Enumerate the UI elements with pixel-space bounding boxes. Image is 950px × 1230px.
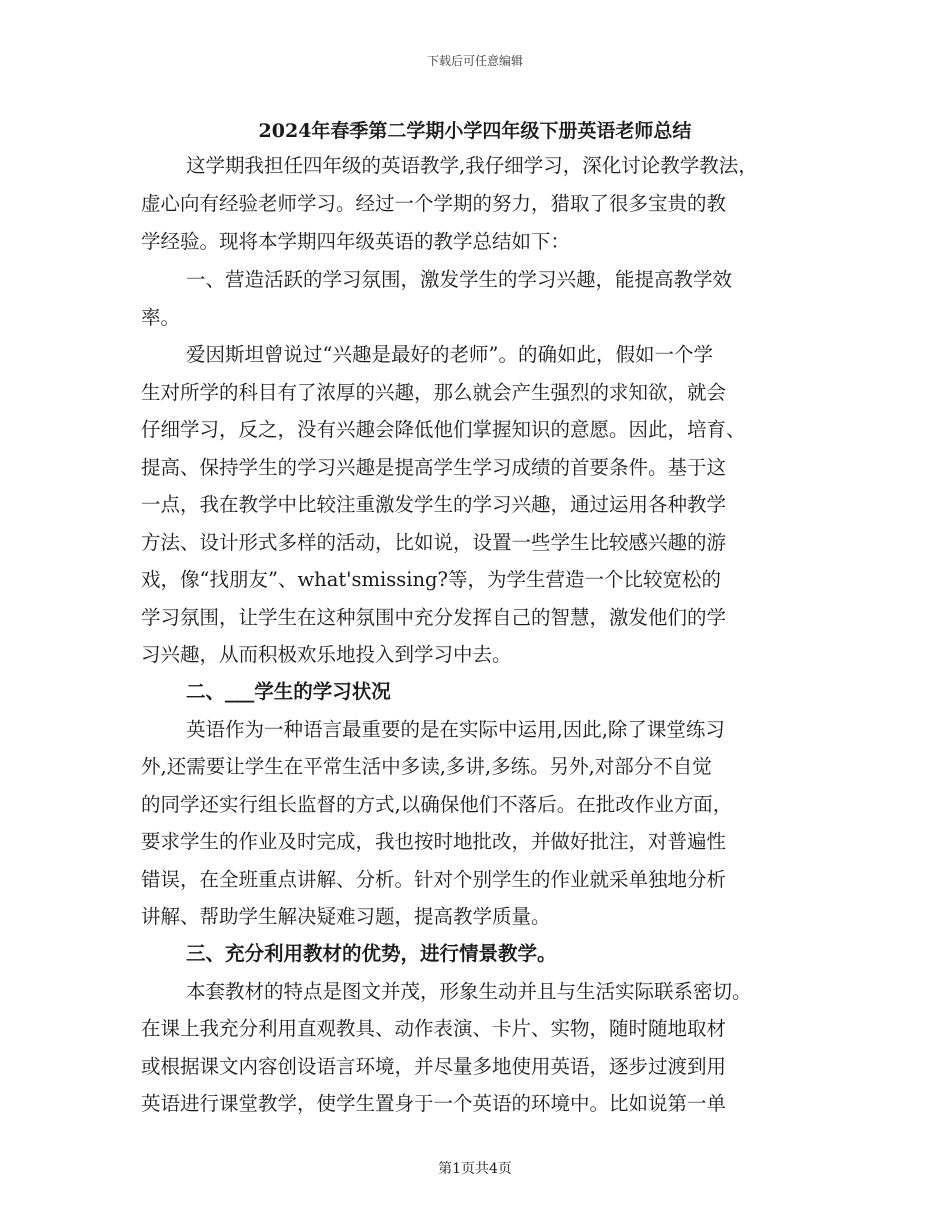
document-title: 2024年春季第二学期小学四年级下册英语老师总结 — [258, 120, 692, 142]
body-line: 戏，像“找朋友”、what'smissing?等，为学生营造一个比较宽松的 — [141, 568, 721, 591]
body-line: 习兴趣，从而积极欢乐地投入到学习中去。 — [141, 643, 512, 666]
body-line: 英语进行课堂教学，使学生置身于一个英语的环境中。比如说第一单 — [141, 1092, 727, 1115]
body-line: 要求学生的作业及时完成，我也按时地批改，并做好批注，对普遍性 — [141, 830, 727, 853]
body-line: 的同学还实行组长监督的方式,以确保他们不落后。在批改作业方面， — [141, 793, 733, 816]
section-heading: 二、___学生的学习状况 — [186, 680, 391, 703]
body-line: 或根据课文内容创设语言环境，并尽量多地使用英语，逐步过渡到用 — [141, 1055, 727, 1078]
body-line: 学习氛围，让学生在这种氛围中充分发挥自己的智慧，激发他们的学 — [141, 606, 727, 629]
page-header: 下载后可任意编辑 — [426, 54, 523, 68]
page-footer: 第1页共4页 — [438, 1161, 512, 1177]
body-line: 率。 — [141, 306, 181, 329]
body-line: 讲解、帮助学生解决疑难习题，提高教学质量。 — [141, 905, 551, 928]
body-line: 一、营造活跃的学习氛围，激发学生的学习兴趣，能提高教学效 — [186, 268, 733, 291]
body-line: 仔细学习，反之，没有兴趣会降低他们掌握知识的意愿。因此，培育、 — [141, 418, 746, 441]
body-line: 这学期我担任四年级的英语教学,我仔细学习，深化讨论教学教法， — [186, 154, 758, 177]
body-line: 提高、保持学生的学习兴趣是提高学生学习成绩的首要条件。基于这 — [141, 456, 727, 479]
body-line: 英语作为一种语言最重要的是在实际中运用,因此,除了课堂练习 — [186, 718, 725, 741]
body-line: 在课上我充分利用直观教具、动作表演、卡片、实物，随时随地取材 — [141, 1017, 727, 1040]
body-line: 错误，在全班重点讲解、分析。针对个别学生的作业就采单独地分析 — [141, 868, 727, 891]
body-line: 学经验。现将本学期四年级英语的教学总结如下： — [141, 230, 571, 253]
body-line: 虚心向有经验老师学习。经过一个学期的努力，猎取了很多宝贵的教 — [141, 192, 727, 215]
section-heading: 三、充分利用教材的优势，进行情景教学。 — [186, 942, 557, 965]
body-line: 爱因斯坦曾说过“兴趣是最好的老师”。的确如此，假如一个学 — [186, 343, 713, 366]
body-line: 本套教材的特点是图文并茂，形象生动并且与生活实际联系密切。 — [186, 980, 752, 1003]
body-line: 方法、设计形式多样的活动，比如说，设置一些学生比较感兴趣的游 — [141, 531, 727, 554]
body-line: 外,还需要让学生在平常生活中多读,多讲,多练。另外,对部分不自觉 — [141, 755, 712, 778]
body-line: 一点，我在教学中比较注重激发学生的学习兴趣，通过运用各种教学 — [141, 493, 727, 516]
body-line: 生对所学的科目有了浓厚的兴趣，那么就会产生强烈的求知欲，就会 — [141, 381, 727, 404]
